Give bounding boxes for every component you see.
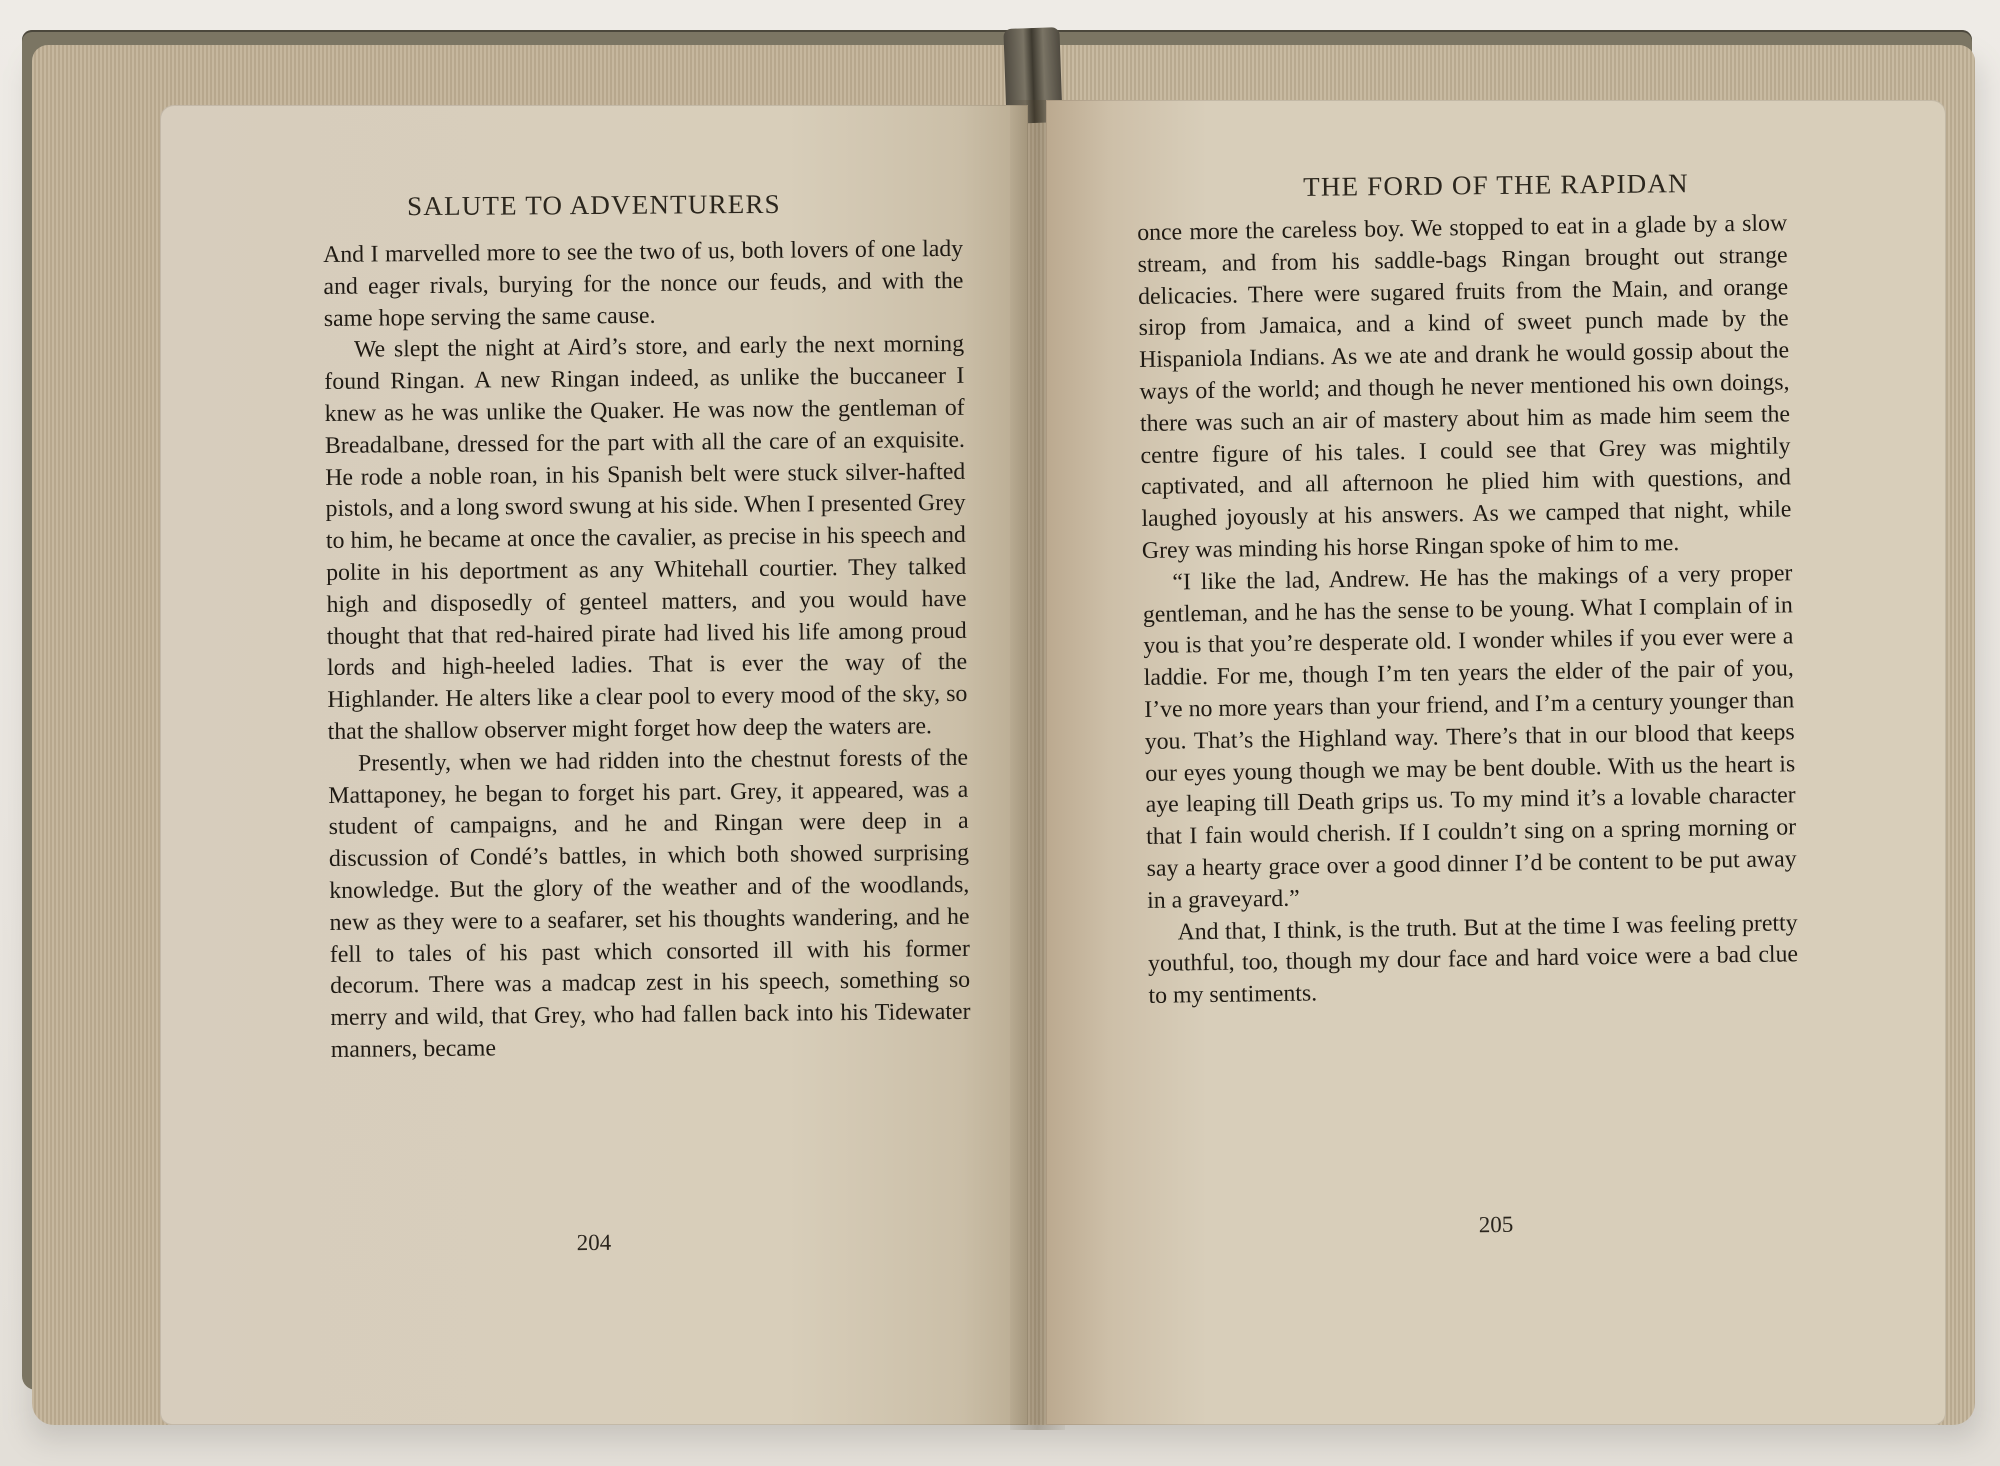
right-page-text — [1137, 208, 1799, 1012]
left-paragraph-1: And I marvelled more to see the two of us, both lovers of one lady and eager rivals, burying for the nonce our feuds, and with the same hope serving the same cause. — [323, 235, 964, 332]
right-page — [1046, 100, 1946, 1425]
left-page — [160, 105, 1028, 1425]
right-paragraph-3: And that, I think, is the truth. But at the time I was feeling pretty youthful, too, though my dour face and hard voice were a bad clue to my sentiments. — [1147, 909, 1799, 1010]
right-running-head: THE FORD OF THE RAPIDAN — [1303, 168, 1689, 202]
left-running-head: SALUTE TO ADVENTURERS — [407, 188, 781, 222]
left-paragraph-2: We slept the night at Aird’s store, and early the next morning found Ringan. A new Ringan indeed, as unlike the buccaneer I knew as he was unlike the Quaker. He was now the gentleman of Breadalbane, dressed for the part with all the care of an exquisite. He rode a noble roan, in his Spanish belt were stuck silver-hafted pistols, and a long sword swung at his side. When I presented Grey to him, he became at once the cavalier, as precise in his speech and polite in his deportment as any Whitehall courtier. They talked high and disposedly of genteel matters, and you would have thought that that red-haired pirate had lived his life among proud lords and high-heeled ladies. That is ever the way of the Highlander. He alters like a clear pool to every mood of the sky, so that the shallow observer might forget how deep the waters are. — [324, 331, 968, 745]
right-page-number: 205 — [1478, 1211, 1514, 1238]
left-page-text — [323, 234, 971, 1067]
left-page-number: 204 — [576, 1229, 612, 1256]
left-paragraph-3: Presently, when we had ridden into the chestnut forests of the Mattaponey, he began to forget his part. Grey, it appeared, was a student of campaigns, and he and Ringan were deep in a discussion of Condé’s battles, in which both showed surprising knowledge. But the glory of the weather and of the woodlands, new as they were to a seafarer, set his thoughts wandering, and he fell to tales of his past which consorted ill with his former decorum. There was a madcap zest in his speech, something so merry and wild, that Grey, who had fallen back into his Tidewater manners, became — [328, 744, 971, 1063]
right-paragraph-1: once more the careless boy. We stopped to eat in a glade by a slow stream, and from his saddle-bags Ringan brought out strange delicacies. There were sugared fruits from the Main, and orange sirop from Jamaica, and a kind of sweet punch made by the Hispaniola Indians. As we ate and drank he would gossip about the ways of the world; and though he never mentioned his own doings, there was such an air of mastery about him as made him seem the centre figure of his tales. I could see that Grey was mightily captivated, and all afternoon he plied him with questions, and laughed joyously at his answers. As we camped that night, while Grey was minding his horse Ringan spoke of him to me. — [1137, 210, 1792, 564]
right-paragraph-2: “I like the lad, Andrew. He has the makings of a very proper gentleman, and he has the sense to be young. What I complain of in you is that you’re desperate old. I wonder whiles if you ever were a laddie. For me, though I’m ten years the elder of the pair of you, I’ve no more years than your friend, and I’m a century younger than you. That’s the Highland way. There’s that in our blood that keeps our eyes young though we may be bent double. With us the heart is aye leaping till Death grips us. To my mind it’s a lovable character that I fain would cherish. If I couldn’t sing on a spring morning or say a hearty grace over a good dinner I’d be content to be put away in a graveyard.” — [1142, 560, 1797, 914]
